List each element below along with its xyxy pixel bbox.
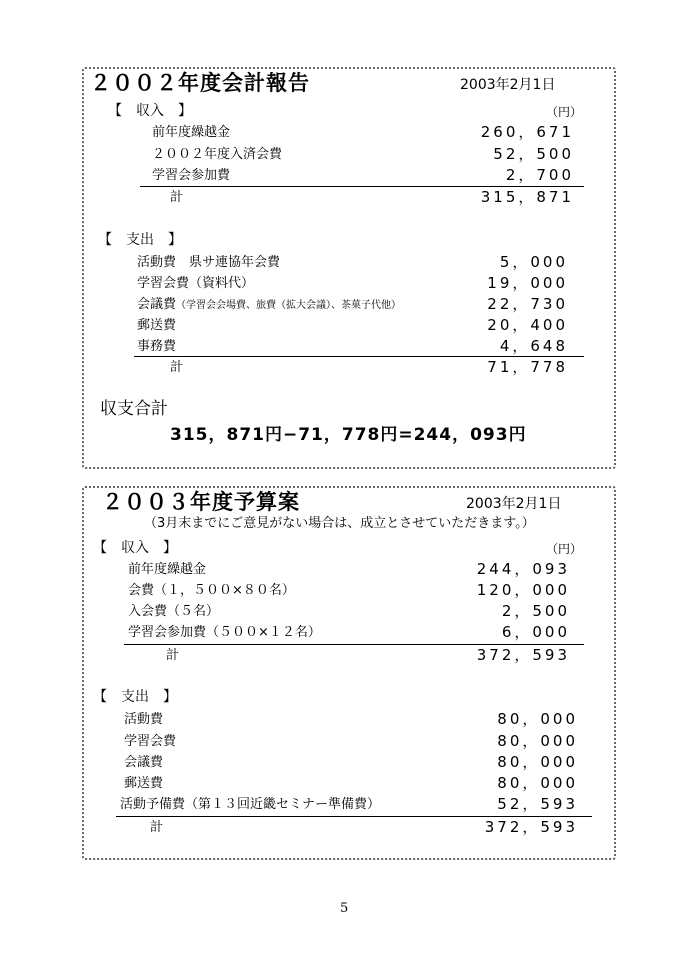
budget-income-total-label: 計 [166, 648, 180, 663]
budget-expense-total: 372，593 [484, 818, 578, 836]
report-income-value: 2，700 [505, 166, 574, 184]
budget-income-total: 372，593 [476, 646, 570, 664]
page-number: 5 [340, 901, 349, 916]
report-income-rule [140, 186, 584, 187]
report-income-label: 学習会参加費 [152, 168, 231, 183]
budget-income-label: 前年度繰越金 [128, 562, 207, 577]
report-expense-value: 22，730 [487, 295, 568, 313]
budget-income-unit: （円） [546, 542, 583, 556]
budget-income-rule [124, 644, 584, 645]
report-expense-note: （学習会会場費、旅費（拡大会議）、茶菓子代他） [176, 300, 402, 311]
report-expense-total-label: 計 [170, 360, 184, 375]
report-income-label: ２００２年度入済会費 [152, 147, 283, 162]
budget-income-label: 会費（１，５００×８０名） [128, 583, 295, 598]
report-income-unit: （円） [546, 105, 583, 119]
report-expense-value: 20，400 [487, 316, 568, 334]
budget-expense-label: 郵送費 [124, 776, 164, 791]
budget-expense-value: 52，593 [497, 795, 578, 813]
report-expense-value: 19，000 [487, 274, 568, 292]
budget-expense-rule [116, 816, 592, 817]
budget-expense-heading: 【 支出 】 [93, 689, 177, 705]
report-expense-label [137, 298, 401, 311]
budget-note: （3月末までにご意見がない場合は、成立とさせていただきます。） [144, 516, 535, 531]
report-income-total: 315，871 [480, 188, 574, 206]
report-expense-label-main: 会議費 [137, 297, 177, 312]
budget-income-value: 6，000 [501, 623, 570, 641]
budget-income-value: 120，000 [476, 581, 570, 599]
budget-expense-value: 80，000 [497, 732, 578, 750]
report-income-label: 前年度繰越金 [152, 125, 231, 140]
budget-date: 2003年2月1日 [466, 496, 562, 512]
report-date: 2003年2月1日 [460, 77, 556, 93]
report-expense-heading: 【 支出 】 [98, 232, 182, 248]
report-expense-label: 事務費 [137, 339, 177, 354]
budget-income-value: 244，093 [476, 560, 570, 578]
budget-expense-total-label: 計 [150, 820, 164, 835]
budget-expense-label: 活動費 [124, 712, 164, 727]
budget-income-heading: 【 収入 】 [93, 540, 177, 556]
budget-expense-label: 会議費 [124, 755, 164, 770]
report-income-total-label: 計 [170, 190, 184, 205]
budget-expense-label: 学習会費 [124, 734, 177, 749]
budget-expense-label: 活動予備費（第１３回近畿セミナー準備費） [120, 797, 381, 812]
budget-title: ２００３年度予算案 [102, 490, 300, 514]
report-title: ２００２年度会計報告 [90, 71, 310, 95]
report-expense-value: 5，000 [499, 253, 568, 271]
budget-income-label: 学習会参加費（５００×１２名） [128, 625, 321, 640]
report-expense-rule [134, 356, 584, 357]
balance-formula: 315，871円−71，778円=244，093円 [170, 425, 527, 445]
budget-income-value: 2，500 [501, 602, 570, 620]
budget-expense-value: 80，000 [497, 774, 578, 792]
report-income-value: 52，500 [493, 145, 574, 163]
report-expense-label: 学習会費（資料代） [137, 276, 255, 291]
report-income-value: 260，671 [480, 123, 574, 141]
budget-expense-value: 80，000 [497, 753, 578, 771]
report-income-heading: 【 収入 】 [108, 103, 192, 119]
budget-income-label: 入会費（５名） [128, 604, 220, 619]
report-expense-total: 71，778 [487, 358, 568, 376]
balance-label: 収支合計 [100, 399, 168, 419]
report-expense-label: 郵送費 [137, 318, 177, 333]
budget-expense-value: 80，000 [497, 710, 578, 728]
report-expense-label: 活動費 県サ連協年会費 [137, 255, 281, 270]
report-expense-value: 4，648 [499, 337, 568, 355]
